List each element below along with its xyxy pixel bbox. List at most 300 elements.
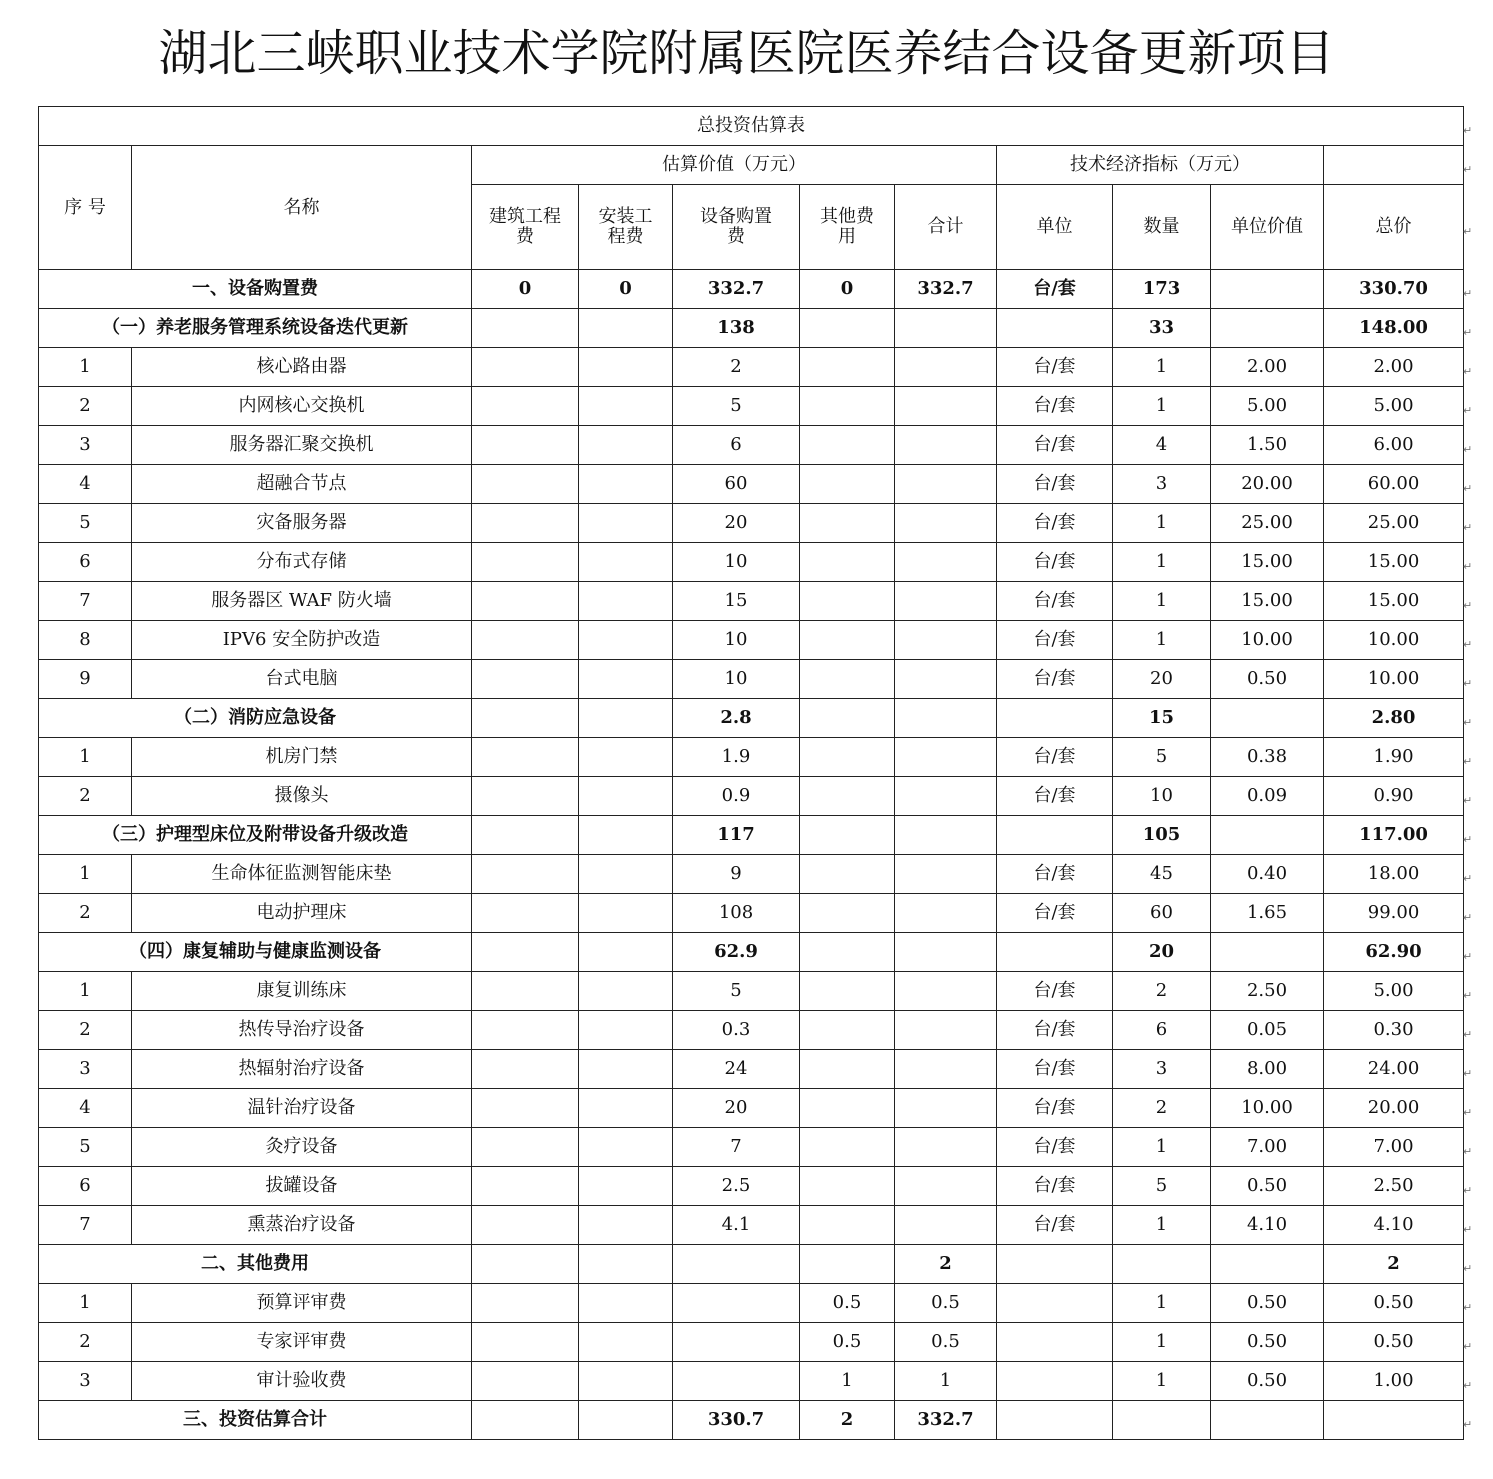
total-price-cell: 15.00 [1324, 543, 1464, 582]
name-cell: 台式电脑 [132, 660, 472, 699]
construction-cell [472, 1089, 579, 1128]
total-cell [895, 972, 997, 1011]
total-price-cell: 10.00 [1324, 621, 1464, 660]
name-cell: 摄像头 [132, 777, 472, 816]
header-quantity: 数量 [1113, 185, 1211, 270]
unit-cell: 台/套 [997, 1089, 1113, 1128]
other-cell [800, 309, 895, 348]
paragraph-mark-icon: ↵ [1463, 833, 1473, 846]
table-row [39, 738, 1464, 777]
other-cell: 2 [800, 1401, 895, 1440]
unit-value-cell [1211, 1245, 1324, 1284]
total-cell [895, 699, 997, 738]
equipment-cell [673, 1362, 800, 1401]
seq-cell: 2 [39, 387, 132, 426]
unit-value-cell [1211, 816, 1324, 855]
paragraph-mark-icon: ↵ [1463, 404, 1473, 417]
header-tech-group: 技术经济指标（万元） [997, 146, 1324, 185]
equipment-cell: 108 [673, 894, 800, 933]
unit-cell: 台/套 [997, 738, 1113, 777]
unit-cell: 台/套 [997, 348, 1113, 387]
installation-cell [579, 1284, 673, 1323]
installation-cell [579, 1089, 673, 1128]
installation-cell [579, 777, 673, 816]
equipment-cell: 117 [673, 816, 800, 855]
table-row [39, 426, 1464, 465]
other-cell [800, 1245, 895, 1284]
summary-row [39, 1401, 1464, 1440]
construction-cell [472, 972, 579, 1011]
total-price-cell [1324, 1401, 1464, 1440]
seq-cell: 4 [39, 465, 132, 504]
equipment-cell: 1.9 [673, 738, 800, 777]
header-estimate-group: 估算价值（万元） [472, 146, 997, 185]
other-cell [800, 699, 895, 738]
name-cell: 服务器区 WAF 防火墙 [132, 582, 472, 621]
equipment-cell: 9 [673, 855, 800, 894]
total-cell [895, 816, 997, 855]
page-title: 湖北三峡职业技术学院附属医院医养结合设备更新项目 [158, 25, 1335, 82]
paragraph-mark-icon: ↵ [1463, 1418, 1473, 1431]
installation-cell [579, 816, 673, 855]
name-cell: 核心路由器 [132, 348, 472, 387]
paragraph-mark-icon: ↵ [1463, 482, 1473, 495]
table-row [39, 1206, 1464, 1245]
total-price-cell: 5.00 [1324, 387, 1464, 426]
paragraph-mark-icon: ↵ [1463, 124, 1473, 137]
quantity-cell: 5 [1113, 738, 1211, 777]
total-cell [895, 309, 997, 348]
table-row [39, 855, 1464, 894]
seq-cell: 6 [39, 543, 132, 582]
unit-value-cell: 10.00 [1211, 1089, 1324, 1128]
installation-cell [579, 504, 673, 543]
unit-cell [997, 933, 1113, 972]
construction-cell [472, 894, 579, 933]
summary-row [39, 1245, 1464, 1284]
summary-label: （一）养老服务管理系统设备迭代更新 [39, 309, 472, 348]
equipment-cell: 2.5 [673, 1167, 800, 1206]
summary-label: （二）消防应急设备 [39, 699, 472, 738]
unit-value-cell: 5.00 [1211, 387, 1324, 426]
unit-cell: 台/套 [997, 855, 1113, 894]
quantity-cell: 20 [1113, 660, 1211, 699]
table-row [39, 582, 1464, 621]
construction-cell [472, 816, 579, 855]
total-price-cell: 0.50 [1324, 1284, 1464, 1323]
total-cell [895, 1128, 997, 1167]
installation-cell [579, 426, 673, 465]
total-cell [895, 504, 997, 543]
header-total: 合计 [895, 185, 997, 270]
quantity-cell [1113, 1401, 1211, 1440]
total-price-cell: 2.80 [1324, 699, 1464, 738]
paragraph-mark-icon: ↵ [1463, 1106, 1473, 1119]
seq-cell: 1 [39, 1284, 132, 1323]
table-row [39, 1362, 1464, 1401]
unit-cell: 台/套 [997, 465, 1113, 504]
unit-cell: 台/套 [997, 621, 1113, 660]
header-unit: 单位 [997, 185, 1113, 270]
unit-cell [997, 816, 1113, 855]
table-row [39, 543, 1464, 582]
unit-cell: 台/套 [997, 1206, 1113, 1245]
seq-cell: 2 [39, 777, 132, 816]
installation-cell [579, 894, 673, 933]
seq-cell: 9 [39, 660, 132, 699]
unit-value-cell: 0.38 [1211, 738, 1324, 777]
other-cell [800, 894, 895, 933]
total-cell [895, 348, 997, 387]
unit-value-cell [1211, 270, 1324, 309]
construction-cell [472, 309, 579, 348]
unit-cell: 台/套 [997, 1050, 1113, 1089]
paragraph-mark-icon: ↵ [1463, 911, 1473, 924]
quantity-cell: 1 [1113, 1128, 1211, 1167]
other-cell [800, 972, 895, 1011]
equipment-cell: 138 [673, 309, 800, 348]
header-equipment: 设备购置费 [673, 185, 800, 270]
installation-cell [579, 1323, 673, 1362]
total-cell [895, 621, 997, 660]
other-cell [800, 387, 895, 426]
summary-label: （四）康复辅助与健康监测设备 [39, 933, 472, 972]
installation-cell [579, 933, 673, 972]
equipment-cell: 5 [673, 387, 800, 426]
unit-value-cell: 0.05 [1211, 1011, 1324, 1050]
total-cell: 332.7 [895, 1401, 997, 1440]
installation-cell [579, 543, 673, 582]
header-blank [1324, 146, 1464, 185]
paragraph-mark-icon: ↵ [1463, 1379, 1473, 1392]
unit-cell: 台/套 [997, 660, 1113, 699]
table-row [39, 465, 1464, 504]
name-cell: 专家评审费 [132, 1323, 472, 1362]
total-price-cell: 0.30 [1324, 1011, 1464, 1050]
equipment-cell: 24 [673, 1050, 800, 1089]
name-cell: 灸疗设备 [132, 1128, 472, 1167]
unit-cell: 台/套 [997, 582, 1113, 621]
total-cell: 0.5 [895, 1323, 997, 1362]
equipment-cell [673, 1323, 800, 1362]
summary-row [39, 309, 1464, 348]
header-seq: 序 号 [39, 146, 132, 270]
table-row [39, 972, 1464, 1011]
construction-cell [472, 699, 579, 738]
other-cell: 1 [800, 1362, 895, 1401]
unit-cell [997, 309, 1113, 348]
total-cell: 332.7 [895, 270, 997, 309]
seq-cell: 1 [39, 855, 132, 894]
installation-cell [579, 1362, 673, 1401]
quantity-cell: 6 [1113, 1011, 1211, 1050]
construction-cell [472, 738, 579, 777]
installation-cell [579, 1050, 673, 1089]
paragraph-mark-icon: ↵ [1463, 163, 1473, 176]
table-row [39, 1167, 1464, 1206]
installation-cell [579, 738, 673, 777]
name-cell: 熏蒸治疗设备 [132, 1206, 472, 1245]
paragraph-mark-icon: ↵ [1463, 1067, 1473, 1080]
other-cell [800, 348, 895, 387]
installation-cell [579, 387, 673, 426]
total-cell [895, 777, 997, 816]
total-cell [895, 543, 997, 582]
construction-cell [472, 660, 579, 699]
total-cell [895, 660, 997, 699]
installation-cell [579, 1206, 673, 1245]
total-price-cell: 18.00 [1324, 855, 1464, 894]
other-cell: 0.5 [800, 1323, 895, 1362]
total-price-cell: 15.00 [1324, 582, 1464, 621]
construction-cell [472, 1362, 579, 1401]
other-cell [800, 1089, 895, 1128]
construction-cell [472, 777, 579, 816]
construction-cell [472, 1050, 579, 1089]
other-cell: 0 [800, 270, 895, 309]
quantity-cell: 2 [1113, 1089, 1211, 1128]
total-cell: 0.5 [895, 1284, 997, 1323]
equipment-cell [673, 1284, 800, 1323]
unit-value-cell: 20.00 [1211, 465, 1324, 504]
quantity-cell: 105 [1113, 816, 1211, 855]
name-cell: 热辐射治疗设备 [132, 1050, 472, 1089]
other-cell [800, 1128, 895, 1167]
seq-cell: 8 [39, 621, 132, 660]
name-cell: IPV6 安全防护改造 [132, 621, 472, 660]
table-row [39, 777, 1464, 816]
paragraph-mark-icon: ↵ [1463, 326, 1473, 339]
equipment-cell: 20 [673, 504, 800, 543]
total-price-cell: 2.50 [1324, 1167, 1464, 1206]
quantity-cell: 5 [1113, 1167, 1211, 1206]
equipment-cell: 62.9 [673, 933, 800, 972]
unit-value-cell [1211, 933, 1324, 972]
total-cell [895, 1050, 997, 1089]
summary-row [39, 270, 1464, 309]
construction-cell: 0 [472, 270, 579, 309]
paragraph-mark-icon: ↵ [1463, 225, 1473, 238]
unit-cell: 台/套 [997, 1128, 1113, 1167]
construction-cell [472, 855, 579, 894]
total-price-cell: 99.00 [1324, 894, 1464, 933]
installation-cell [579, 699, 673, 738]
other-cell [800, 582, 895, 621]
equipment-cell: 332.7 [673, 270, 800, 309]
total-price-cell: 4.10 [1324, 1206, 1464, 1245]
summary-label: 二、其他费用 [39, 1245, 472, 1284]
unit-value-cell: 0.50 [1211, 1167, 1324, 1206]
installation-cell [579, 582, 673, 621]
summary-row [39, 816, 1464, 855]
quantity-cell: 10 [1113, 777, 1211, 816]
construction-cell [472, 582, 579, 621]
unit-value-cell: 0.50 [1211, 1323, 1324, 1362]
name-cell: 康复训练床 [132, 972, 472, 1011]
other-cell: 0.5 [800, 1284, 895, 1323]
seq-cell: 3 [39, 1362, 132, 1401]
total-cell [895, 1011, 997, 1050]
total-price-cell: 117.00 [1324, 816, 1464, 855]
table-title: 总投资估算表 [39, 107, 1464, 146]
unit-value-cell [1211, 1401, 1324, 1440]
name-cell: 超融合节点 [132, 465, 472, 504]
quantity-cell: 3 [1113, 1050, 1211, 1089]
header-other: 其他费用 [800, 185, 895, 270]
construction-cell [472, 465, 579, 504]
total-price-cell: 2 [1324, 1245, 1464, 1284]
header-name: 名称 [132, 146, 472, 270]
equipment-cell: 4.1 [673, 1206, 800, 1245]
paragraph-mark-icon: ↵ [1463, 599, 1473, 612]
seq-cell: 1 [39, 972, 132, 1011]
unit-value-cell: 0.50 [1211, 1362, 1324, 1401]
unit-cell: 台/套 [997, 1011, 1113, 1050]
total-price-cell: 24.00 [1324, 1050, 1464, 1089]
paragraph-mark-icon: ↵ [1463, 755, 1473, 768]
table-row [39, 1011, 1464, 1050]
construction-cell [472, 387, 579, 426]
total-price-cell: 0.90 [1324, 777, 1464, 816]
unit-cell [997, 1362, 1113, 1401]
unit-cell: 台/套 [997, 387, 1113, 426]
total-cell [895, 426, 997, 465]
installation-cell [579, 1011, 673, 1050]
quantity-cell: 1 [1113, 1362, 1211, 1401]
other-cell [800, 504, 895, 543]
other-cell [800, 816, 895, 855]
equipment-cell: 330.7 [673, 1401, 800, 1440]
installation-cell [579, 660, 673, 699]
construction-cell [472, 1128, 579, 1167]
paragraph-mark-icon: ↵ [1463, 950, 1473, 963]
other-cell [800, 777, 895, 816]
paragraph-mark-icon: ↵ [1463, 521, 1473, 534]
construction-cell [472, 1284, 579, 1323]
total-cell [895, 855, 997, 894]
name-cell: 分布式存储 [132, 543, 472, 582]
unit-value-cell: 25.00 [1211, 504, 1324, 543]
unit-cell: 台/套 [997, 504, 1113, 543]
unit-value-cell: 0.09 [1211, 777, 1324, 816]
unit-value-cell: 0.50 [1211, 660, 1324, 699]
paragraph-mark-icon: ↵ [1463, 287, 1473, 300]
unit-cell: 台/套 [997, 426, 1113, 465]
seq-cell: 1 [39, 738, 132, 777]
total-cell [895, 1167, 997, 1206]
total-price-cell: 1.00 [1324, 1362, 1464, 1401]
construction-cell [472, 621, 579, 660]
seq-cell: 7 [39, 582, 132, 621]
other-cell [800, 660, 895, 699]
total-cell [895, 1206, 997, 1245]
construction-cell [472, 1323, 579, 1362]
quantity-cell: 1 [1113, 504, 1211, 543]
paragraph-mark-icon: ↵ [1463, 872, 1473, 885]
unit-cell [997, 1245, 1113, 1284]
paragraph-mark-icon: ↵ [1463, 365, 1473, 378]
total-price-cell: 6.00 [1324, 426, 1464, 465]
equipment-cell: 60 [673, 465, 800, 504]
table-row [39, 1128, 1464, 1167]
quantity-cell: 45 [1113, 855, 1211, 894]
paragraph-mark-icon: ↵ [1463, 1223, 1473, 1236]
unit-value-cell: 8.00 [1211, 1050, 1324, 1089]
name-cell: 电动护理床 [132, 894, 472, 933]
table-row [39, 1323, 1464, 1362]
unit-cell [997, 1284, 1113, 1323]
summary-row [39, 699, 1464, 738]
table-row [39, 660, 1464, 699]
quantity-cell: 15 [1113, 699, 1211, 738]
table-row [39, 894, 1464, 933]
seq-cell: 2 [39, 1011, 132, 1050]
seq-cell: 5 [39, 504, 132, 543]
total-cell [895, 1089, 997, 1128]
total-price-cell: 330.70 [1324, 270, 1464, 309]
total-price-cell: 7.00 [1324, 1128, 1464, 1167]
unit-value-cell: 0.40 [1211, 855, 1324, 894]
seq-cell: 1 [39, 348, 132, 387]
total-price-cell: 10.00 [1324, 660, 1464, 699]
other-cell [800, 621, 895, 660]
total-price-cell: 25.00 [1324, 504, 1464, 543]
equipment-cell: 10 [673, 660, 800, 699]
quantity-cell: 173 [1113, 270, 1211, 309]
seq-cell: 4 [39, 1089, 132, 1128]
header-unit-value: 单位价值 [1211, 185, 1324, 270]
other-cell [800, 1050, 895, 1089]
equipment-cell: 2.8 [673, 699, 800, 738]
total-cell [895, 387, 997, 426]
table-row [39, 621, 1464, 660]
unit-value-cell: 2.50 [1211, 972, 1324, 1011]
unit-cell [997, 1323, 1113, 1362]
construction-cell [472, 1167, 579, 1206]
name-cell: 拔罐设备 [132, 1167, 472, 1206]
quantity-cell: 1 [1113, 1206, 1211, 1245]
unit-value-cell: 4.10 [1211, 1206, 1324, 1245]
seq-cell: 6 [39, 1167, 132, 1206]
investment-estimate-table [38, 106, 1464, 1440]
total-price-cell: 60.00 [1324, 465, 1464, 504]
table-row [39, 348, 1464, 387]
unit-cell: 台/套 [997, 972, 1113, 1011]
quantity-cell: 60 [1113, 894, 1211, 933]
unit-cell [997, 1401, 1113, 1440]
other-cell [800, 1206, 895, 1245]
summary-label: （三）护理型床位及附带设备升级改造 [39, 816, 472, 855]
seq-cell: 3 [39, 426, 132, 465]
other-cell [800, 738, 895, 777]
seq-cell: 2 [39, 894, 132, 933]
unit-value-cell: 7.00 [1211, 1128, 1324, 1167]
quantity-cell: 3 [1113, 465, 1211, 504]
equipment-cell: 7 [673, 1128, 800, 1167]
unit-value-cell: 10.00 [1211, 621, 1324, 660]
other-cell [800, 933, 895, 972]
summary-label: 一、设备购置费 [39, 270, 472, 309]
total-price-cell: 20.00 [1324, 1089, 1464, 1128]
unit-cell: 台/套 [997, 777, 1113, 816]
paragraph-mark-icon: ↵ [1463, 443, 1473, 456]
paragraph-mark-icon: ↵ [1463, 677, 1473, 690]
other-cell [800, 426, 895, 465]
construction-cell [472, 543, 579, 582]
total-cell [895, 933, 997, 972]
equipment-cell: 5 [673, 972, 800, 1011]
paragraph-mark-icon: ↵ [1463, 794, 1473, 807]
